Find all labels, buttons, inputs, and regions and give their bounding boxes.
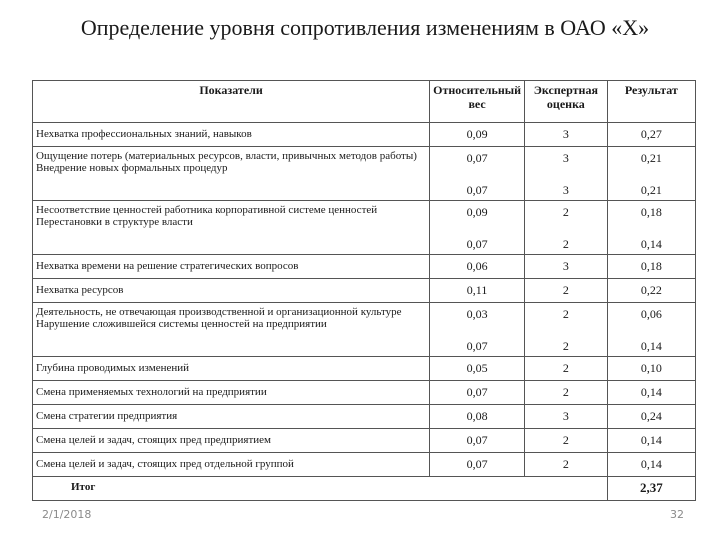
indicator-text: Смена целей и задач, стоящих пред отдельной группой (36, 458, 294, 470)
weight-cell (430, 381, 525, 405)
weight-value: 0,03 (466, 307, 488, 321)
result-value: 0,18 (640, 259, 662, 273)
result-cell (607, 147, 695, 201)
weight-cell (430, 147, 525, 201)
weight-cell (430, 201, 525, 255)
indicator-text: Смена стратегии предприятия (36, 410, 178, 422)
indicator-cell (33, 429, 430, 453)
weight-value: 0,07 (466, 237, 488, 251)
slide-title: Определение уровня сопротивления изменениям в ОАО «Х» (80, 15, 650, 40)
weight-cell (430, 303, 525, 357)
weight-value: 0,05 (466, 361, 488, 375)
indicator-text: Внедрение новых формальных процедур (36, 162, 228, 174)
weight-value: 0,07 (466, 151, 488, 165)
indicator-cell (33, 255, 430, 279)
result-value: 0,06 (640, 307, 662, 321)
header-result: Результат (607, 81, 695, 123)
result-cell (607, 357, 695, 381)
indicator-text: Смена целей и задач, стоящих пред предприятием (36, 434, 271, 446)
indicator-cell (33, 279, 430, 303)
indicator-cell (33, 453, 430, 477)
expert-cell (525, 147, 608, 201)
result-value: 0,14 (640, 237, 662, 251)
expert-cell (525, 453, 608, 477)
total-row (33, 477, 696, 501)
result-value: 0,14 (640, 339, 662, 353)
table-body (33, 123, 696, 501)
weight-cell (430, 405, 525, 429)
result-value: 0,14 (640, 385, 662, 399)
result-cell (607, 381, 695, 405)
total-value: 2,37 (607, 477, 695, 501)
table-row (33, 357, 696, 381)
table-row (33, 255, 696, 279)
result-value: 0,21 (640, 151, 662, 165)
table-row (33, 405, 696, 429)
indicator-text: Деятельность, не отвечающая производственной и организационной культуре (36, 306, 402, 318)
indicator-text: Нехватка профессиональных знаний, навыков (36, 128, 252, 140)
result-value: 0,14 (640, 433, 662, 447)
expert-value: 2 (562, 457, 569, 471)
result-value: 0,24 (640, 409, 662, 423)
expert-cell (525, 405, 608, 429)
weight-value: 0,07 (466, 433, 488, 447)
table-row (33, 453, 696, 477)
expert-value: 2 (562, 361, 569, 375)
indicator-text: Смена применяемых технологий на предприятии (36, 386, 267, 398)
weight-cell (430, 429, 525, 453)
result-cell (607, 255, 695, 279)
result-cell (607, 123, 695, 147)
indicator-text: Нехватка времени на решение стратегических вопросов (36, 260, 299, 272)
indicator-cell (33, 123, 430, 147)
indicator-cell (33, 201, 430, 255)
expert-cell (525, 357, 608, 381)
indicator-text: Несоответствие ценностей работника корпоративной системе ценностей (36, 204, 378, 216)
resistance-table (32, 80, 696, 501)
weight-value: 0,07 (466, 339, 488, 353)
expert-value: 3 (562, 151, 569, 165)
expert-value: 3 (562, 409, 569, 423)
result-cell (607, 429, 695, 453)
table-row (33, 381, 696, 405)
table-row (33, 303, 696, 357)
header-weight: Относительный вес (430, 81, 525, 123)
weight-value: 0,09 (466, 127, 488, 141)
indicator-text: Нехватка ресурсов (36, 284, 124, 296)
result-cell (607, 201, 695, 255)
table-row (33, 279, 696, 303)
header-indicators: Показатели (33, 81, 430, 123)
expert-value: 2 (562, 339, 569, 353)
result-value: 0,21 (640, 183, 662, 197)
indicator-text: Нарушение сложившейся системы ценностей на предприятии (36, 318, 327, 330)
expert-value: 3 (562, 183, 569, 197)
expert-cell (525, 279, 608, 303)
indicator-cell (33, 357, 430, 381)
page-number: 32 (670, 508, 684, 521)
table-row (33, 429, 696, 453)
weight-value: 0,08 (466, 409, 488, 423)
expert-cell (525, 429, 608, 453)
expert-cell (525, 381, 608, 405)
weight-value: 0,07 (466, 385, 488, 399)
weight-cell (430, 123, 525, 147)
indicator-text: Ощущение потерь (материальных ресурсов, власти, привычных методов работы) (36, 150, 417, 162)
expert-cell (525, 123, 608, 147)
expert-value: 2 (562, 205, 569, 219)
weight-value: 0,07 (466, 457, 488, 471)
result-value: 0,22 (640, 283, 662, 297)
expert-value: 3 (562, 127, 569, 141)
table-row (33, 201, 696, 255)
indicator-text: Перестановки в структуре власти (36, 216, 193, 228)
table-row (33, 123, 696, 147)
total-label: Итог (33, 477, 608, 501)
expert-value: 3 (562, 259, 569, 273)
expert-cell (525, 303, 608, 357)
weight-value: 0,09 (466, 205, 488, 219)
result-value: 0,14 (640, 457, 662, 471)
weight-cell (430, 279, 525, 303)
header-expert: Экспертная оценка (525, 81, 608, 123)
expert-value: 2 (562, 385, 569, 399)
footer-date: 2/1/2018 (42, 508, 92, 521)
indicator-cell (33, 381, 430, 405)
indicator-cell (33, 147, 430, 201)
weight-value: 0,06 (466, 259, 488, 273)
expert-value: 2 (562, 307, 569, 321)
result-cell (607, 405, 695, 429)
result-value: 0,27 (640, 127, 662, 141)
result-cell (607, 453, 695, 477)
result-value: 0,18 (640, 205, 662, 219)
table-row (33, 147, 696, 201)
expert-value: 2 (562, 433, 569, 447)
indicator-text: Глубина проводимых изменений (36, 362, 190, 374)
weight-cell (430, 255, 525, 279)
result-value: 0,10 (640, 361, 662, 375)
weight-cell (430, 357, 525, 381)
indicator-cell (33, 303, 430, 357)
result-cell (607, 303, 695, 357)
weight-cell (430, 453, 525, 477)
result-cell (607, 279, 695, 303)
indicator-cell (33, 405, 430, 429)
weight-value: 0,11 (466, 283, 488, 297)
expert-value: 2 (562, 237, 569, 251)
weight-value: 0,07 (466, 183, 488, 197)
expert-cell (525, 201, 608, 255)
expert-value: 2 (562, 283, 569, 297)
expert-cell (525, 255, 608, 279)
